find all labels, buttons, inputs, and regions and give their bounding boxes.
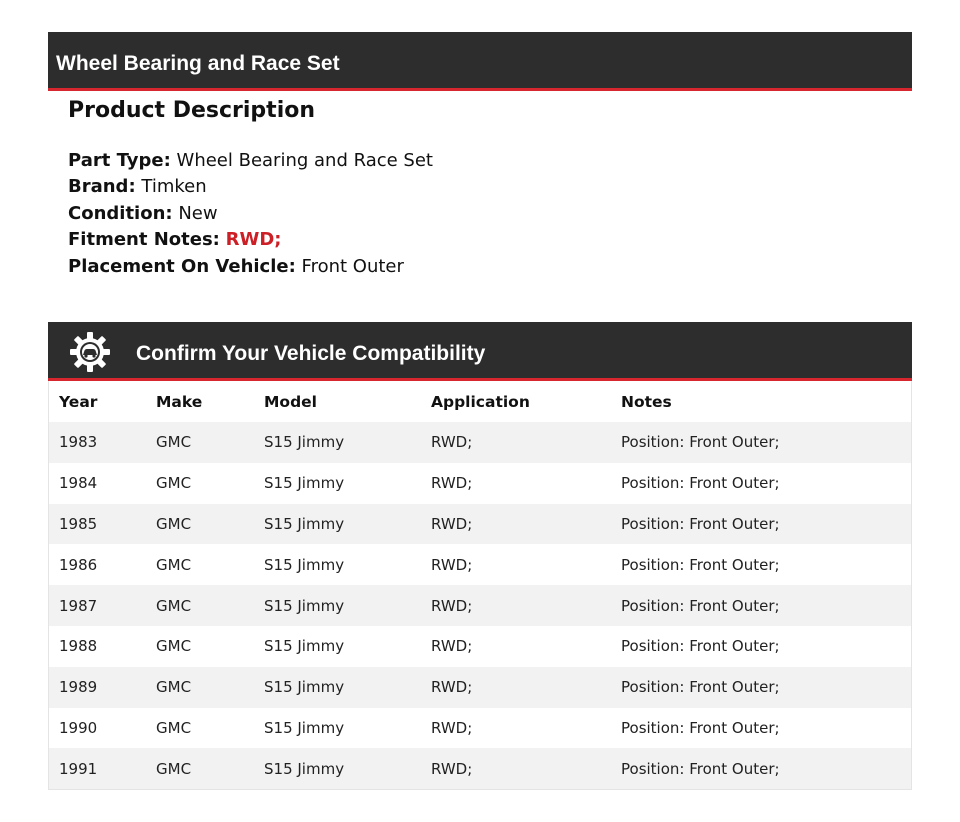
cell-year: 1989 xyxy=(49,667,156,708)
cell-make: GMC xyxy=(156,422,264,463)
condition-label: Condition: xyxy=(68,202,173,224)
cell-year: 1988 xyxy=(49,626,156,667)
compatibility-bar xyxy=(48,322,912,381)
cell-year: 1991 xyxy=(49,748,156,789)
brand-value: Timken xyxy=(141,176,207,198)
cell-year: 1986 xyxy=(49,544,156,585)
page-title: Wheel Bearing and Race Set xyxy=(56,52,340,75)
part-type-row xyxy=(68,148,888,174)
table-row xyxy=(49,585,911,626)
condition-value: New xyxy=(178,202,218,224)
brand-label: Brand: xyxy=(68,176,136,198)
description-heading: Product Description xyxy=(68,98,316,123)
compatibility-title: Confirm Your Vehicle Compatibility xyxy=(136,342,486,365)
cell-application: RWD; xyxy=(431,585,621,626)
column-header-notes: Notes xyxy=(621,392,672,411)
part-type-value: Wheel Bearing and Race Set xyxy=(176,150,433,171)
column-header-make: Make xyxy=(156,392,203,411)
cell-model: S15 Jimmy xyxy=(264,748,431,789)
table-row xyxy=(49,708,911,749)
cell-notes: Position: Front Outer; xyxy=(621,544,911,585)
cell-make: GMC xyxy=(156,708,264,749)
compatibility-table-wrapper xyxy=(48,381,912,790)
cell-application: RWD; xyxy=(431,748,621,789)
cell-notes: Position: Front Outer; xyxy=(621,463,911,504)
brand-row xyxy=(68,174,888,200)
cell-make: GMC xyxy=(156,585,264,626)
cell-application: RWD; xyxy=(431,667,621,708)
cell-notes: Position: Front Outer; xyxy=(621,504,911,545)
cell-application: RWD; xyxy=(431,626,621,667)
table-row xyxy=(49,422,911,463)
cell-application: RWD; xyxy=(431,463,621,504)
column-header-year: Year xyxy=(59,392,98,411)
cell-model: S15 Jimmy xyxy=(264,585,431,626)
cell-model: S15 Jimmy xyxy=(264,667,431,708)
compatibility-table xyxy=(49,381,911,789)
cell-year: 1983 xyxy=(49,422,156,463)
table-row xyxy=(49,504,911,545)
table-row xyxy=(49,748,911,789)
fitment-notes-label: Fitment Notes: xyxy=(68,229,220,251)
cell-model: S15 Jimmy xyxy=(264,422,431,463)
fitment-notes-row xyxy=(68,227,888,253)
cell-notes: Position: Front Outer; xyxy=(621,626,911,667)
cell-year: 1990 xyxy=(49,708,156,749)
cell-model: S15 Jimmy xyxy=(264,708,431,749)
cell-application: RWD; xyxy=(431,422,621,463)
cell-year: 1985 xyxy=(49,504,156,545)
cell-make: GMC xyxy=(156,667,264,708)
cell-notes: Position: Front Outer; xyxy=(621,708,911,749)
cell-make: GMC xyxy=(156,748,264,789)
cell-model: S15 Jimmy xyxy=(264,463,431,504)
cell-notes: Position: Front Outer; xyxy=(621,422,911,463)
table-row xyxy=(49,667,911,708)
cell-make: GMC xyxy=(156,626,264,667)
cell-notes: Position: Front Outer; xyxy=(621,667,911,708)
cell-application: RWD; xyxy=(431,708,621,749)
cell-make: GMC xyxy=(156,504,264,545)
table-header-row xyxy=(49,381,911,422)
gear-car-icon xyxy=(69,331,111,373)
placement-row xyxy=(68,254,888,280)
product-description xyxy=(68,96,888,280)
title-bar xyxy=(48,32,912,91)
cell-year: 1987 xyxy=(49,585,156,626)
table-row xyxy=(49,544,911,585)
cell-application: RWD; xyxy=(431,504,621,545)
column-header-application: Application xyxy=(431,392,530,411)
placement-value: Front Outer xyxy=(301,255,404,277)
table-row xyxy=(49,463,911,504)
table-row xyxy=(49,626,911,667)
condition-row xyxy=(68,201,888,227)
cell-model: S15 Jimmy xyxy=(264,626,431,667)
cell-application: RWD; xyxy=(431,544,621,585)
part-type-label: Part Type: xyxy=(68,150,171,171)
cell-notes: Position: Front Outer; xyxy=(621,585,911,626)
cell-model: S15 Jimmy xyxy=(264,544,431,585)
cell-make: GMC xyxy=(156,544,264,585)
fitment-notes-value: RWD; xyxy=(225,229,282,251)
column-header-model: Model xyxy=(264,392,317,411)
cell-model: S15 Jimmy xyxy=(264,504,431,545)
cell-make: GMC xyxy=(156,463,264,504)
cell-year: 1984 xyxy=(49,463,156,504)
cell-notes: Position: Front Outer; xyxy=(621,748,911,789)
placement-label: Placement On Vehicle: xyxy=(68,255,296,277)
